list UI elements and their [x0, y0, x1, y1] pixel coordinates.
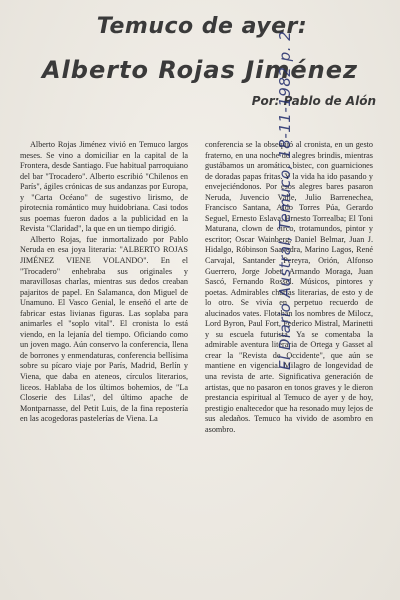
paragraph: Alberto Rojas, fue inmortalizado por Pablo Neruda en esa joya literaria: "ALBERTO ROJAS JIMÉNEZ VIENE VOLANDO". En el "Trocadero" enhebraba sus originales y maravillosas charlas, mientras sus dedos creaban pajaritos de papel. En Salamanca, don Miguel de Unamuno. El Vasco Genial, le enseñó el arte de fabricar estas livianas figuras. Las soplaba para animarles el "soplo vital". El cronista lo está viendo, en la lejanía del tiempo. Oficiando como un joven mago. Aún conservo la conferencia, llena de borrones y enmendaturas, conferencia bellísima sobre su pícaro viaje por París, Madrid, Berlín y Viena, que daba en ateneos, círculos literarios, liceos. Hablaba de los últimos bohemios, de "La Closerie des Lilas", del último apache de Montparnasse, del Petit Luis, de la fina repostería en las acogedoras pastelerías de Viena. La [20, 234, 188, 424]
paragraph: Alberto Rojas Jiménez vivió en Temuco largos meses. Se vino a domiciliar en la capital de la Frontera, desde Santiago. Fue habitual parroquiano del bar "Trocadero". Alberto escribió "Chilenos en París", ágiles crónicas de sus andanzas por Europa, y "Carta Océano" de sugestivo lirismo, de pirotecnia romántico muy huidobriana. Casi todos sus poemas fueron dados a la publicidad en la Revista "Claridad", la que en un tiempo dirigió. [20, 140, 188, 234]
paragraph: conferencia se la obsequió al cronista, en un gesto fraterno, en una noche de alegres brindis, mientras gustábamos un aromático bistec, con guarniciones de doradas papas fritas. Y la vida ha ido pasando y envejeciéndonos. Por esos alegres bares pasaron Neruda, Juvencio Valle, Julio Barrenechea, Francisco Santana, Aldo Torres Púa, Gerardo Seguel, Ernesto Eslava, Ernesto Torrealba; El Toni Maturana, clown de circo, trotamundos, pintor y escritor; Oscar Wainberg, Daniel Belmar, Juan J. Hidalgo, Róbinson Saavedra, Marino Lagos, René Carvajal, Santander Pereyra, Orión, Alfonso Guerrero, Jorge Jobet, Armando Moraga, Juan Sascó, Fernando Rossel. Músicos, pintores y poetas. Admirables charlas literarias, de esto y de lo otro. Se vivía en perpetuo recuerdo de alucinados vates. Flotaban los nombres de Milocz, Lord Byron, Paul Fort, Federico Mistral, Marinetti y su escuela futurista. Ya se comentaba la admirable aventura literaria de Ortega y Gasset al crear la "Revista de Occidente", que aún se mantiene en vigencia. Milagro de longevidad de una revista de arte. Significativa generación de artistas, que no pasaron en tonos graves y le dieron prestancia espiritual al Temuco de ayer y de hoy, prestigio enaltecedor que ha resonado muy lejos de sus aledaños. Temuco ha vivido de asombro en asombro. [205, 140, 373, 434]
article-column-left [20, 140, 188, 590]
article-kicker: Temuco de ayer: [96, 14, 308, 39]
handwritten-annotation: El Diario Austral, Temuco, 18-11-1982 p. 2 [276, 30, 294, 370]
article-headline: Alberto Rojas Jiménez [41, 56, 359, 84]
article-byline: Por: Pablo de Alón [251, 94, 376, 108]
